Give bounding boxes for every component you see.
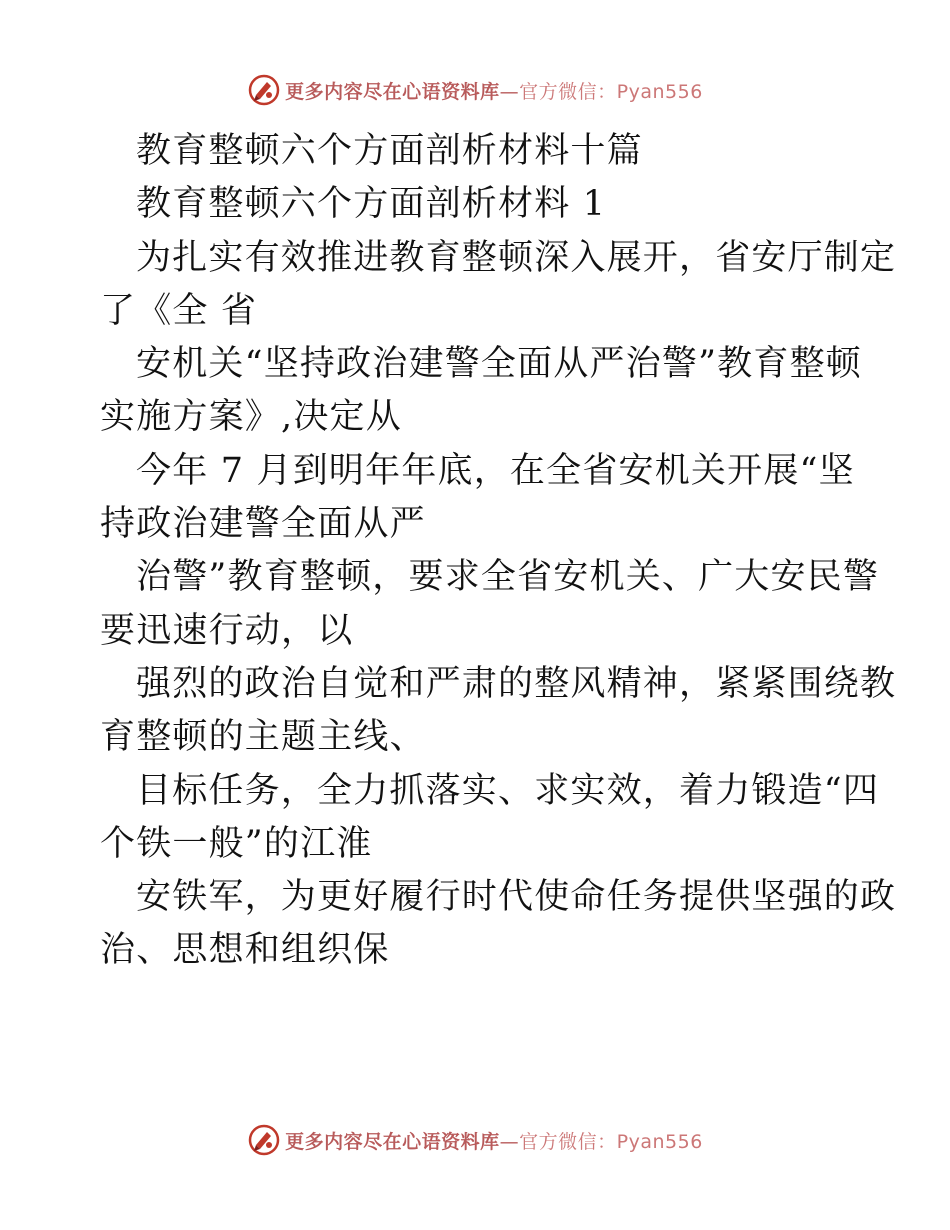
watermark-text: [285, 77, 703, 104]
paragraph-line: 了《全 省: [100, 290, 258, 331]
document-title: 教育整顿六个方面剖析材料十篇: [136, 131, 643, 171]
paragraph-line: 治警”教育整顿，要求全省安机关、广大安民警: [136, 557, 880, 598]
paragraph-line: 治、思想和组织保: [100, 930, 390, 971]
watermark-wechat: 官方微信：Pyan556: [519, 80, 703, 103]
paragraph-line: 为扎实有效推进教育整顿深入展开，省安厅制定: [136, 237, 897, 278]
paragraph-line: 个铁一般”的江淮: [100, 823, 373, 864]
paragraph-line: 安机关“坚持政治建警全面从严治警”教育整顿: [136, 344, 862, 385]
header-watermark-banner: [0, 70, 950, 110]
paragraph-line: 今年 7 月到明年年底，在全省安机关开展“坚: [136, 450, 855, 491]
paragraph-line: 要迅速行动，以: [100, 610, 354, 651]
paragraph-line: 实施方案》,决定从: [100, 397, 402, 438]
paragraph-line: 育整顿的主题主线、: [100, 717, 426, 758]
pen-heart-logo-icon: [247, 1123, 281, 1157]
footer-watermark-banner: [0, 1120, 950, 1160]
watermark-dash: —: [499, 1130, 520, 1153]
watermark-dash: —: [499, 80, 520, 103]
paragraph-line: 强烈的政治自觉和严肃的整风精神，紧紧围绕教: [136, 663, 897, 704]
paragraph-line: 目标任务，全力抓落实、求实效，着力锻造“四: [136, 770, 880, 811]
watermark-text: [285, 1127, 703, 1154]
paragraph-line: 持政治建警全面从严: [100, 504, 426, 545]
watermark-site-name: 更多内容尽在心语资料库: [285, 80, 500, 103]
watermark-site-name: 更多内容尽在心语资料库: [285, 1130, 500, 1153]
document-subtitle: 教育整顿六个方面剖析材料 1: [136, 184, 607, 225]
pen-heart-logo-icon: [247, 73, 281, 107]
paragraph-line: 安铁军，为更好履行时代使命任务提供坚强的政: [136, 877, 897, 918]
watermark-wechat: 官方微信：Pyan556: [519, 1130, 703, 1153]
document-body: [100, 125, 897, 978]
